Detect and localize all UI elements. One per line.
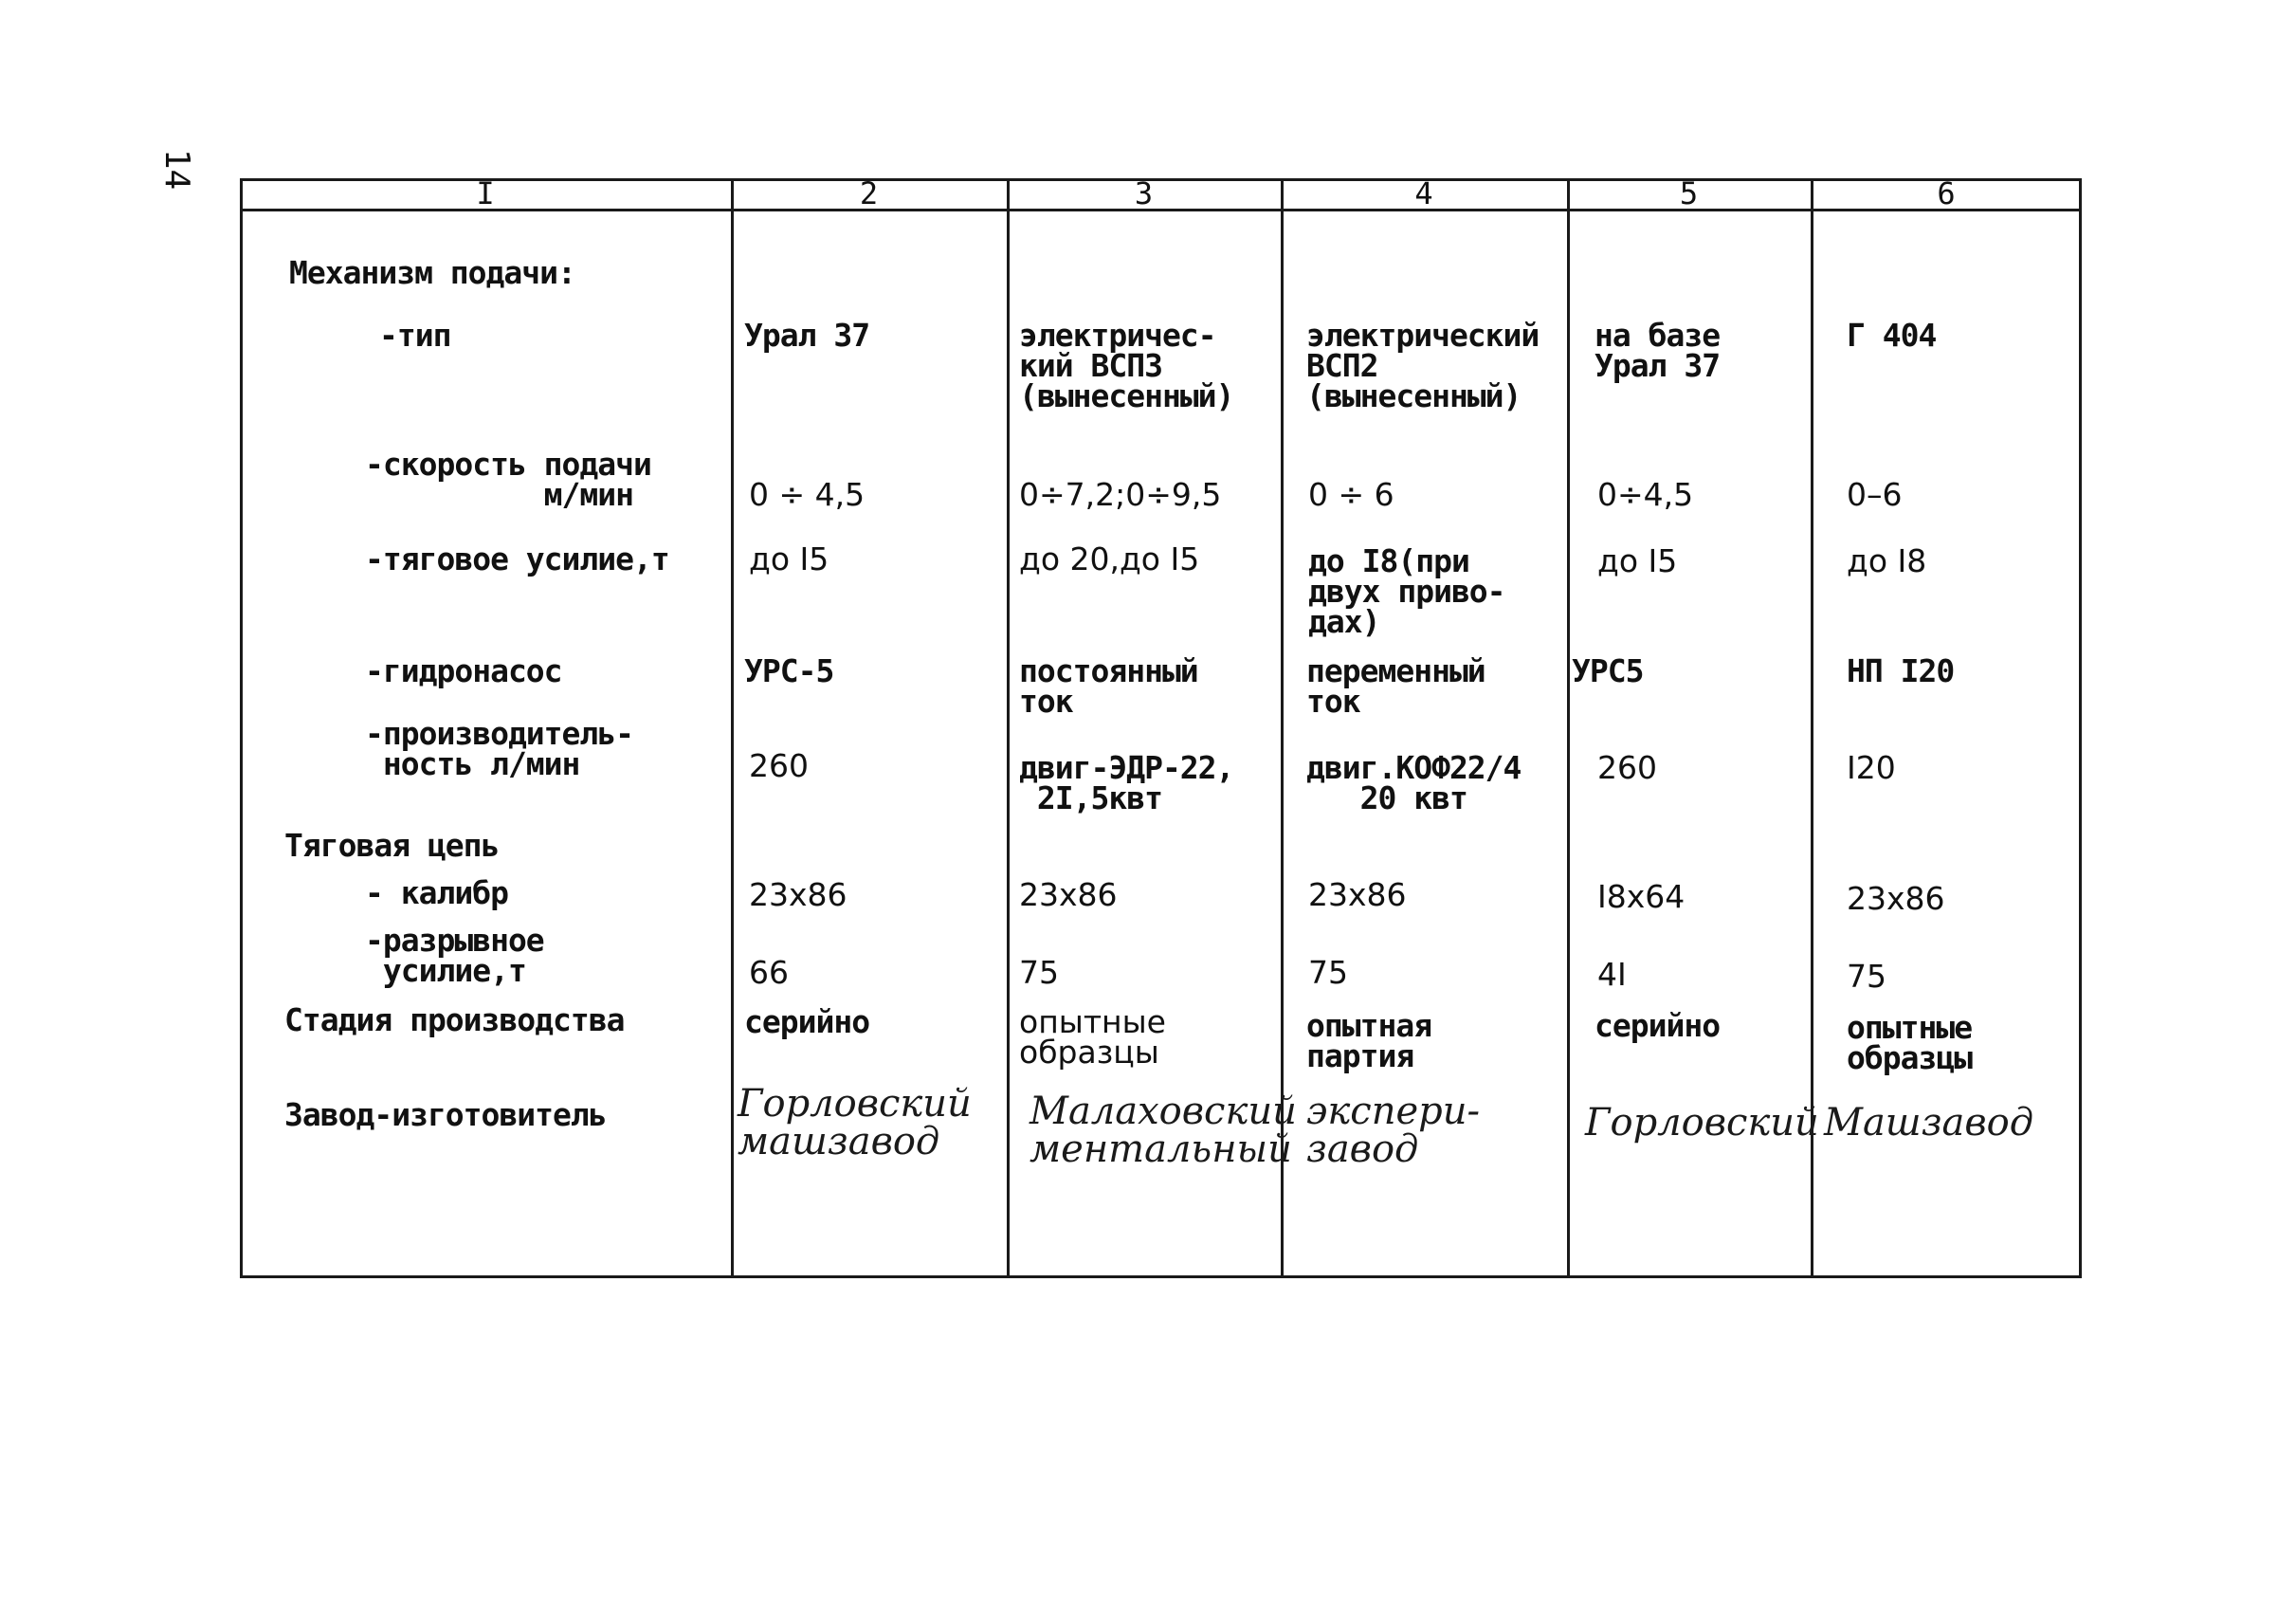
cell-pump-col3: постоянный ток: [1019, 652, 1198, 720]
section-title-chain: Тяговая цепь: [284, 827, 500, 864]
cell-type-col4: электрический ВСП2 (вынесенный): [1306, 317, 1540, 414]
cell-speed-col6: 0–6: [1847, 476, 1903, 513]
cell-capacity-col6: I20: [1847, 749, 1896, 786]
cell-break-col3: 75: [1019, 954, 1059, 991]
cell-capacity-col5: 260: [1597, 749, 1657, 786]
cell-type-col5: на базе Урал 37: [1594, 317, 1721, 384]
cell-force-col2: до I5: [749, 540, 829, 577]
cell-stage-col2: серийно: [744, 1003, 870, 1040]
row-label-force: -тяговое усилие,т: [365, 540, 669, 577]
row-label-caliber: - калибр: [365, 874, 508, 911]
cell-speed-col2: 0 ÷ 4,5: [749, 476, 866, 513]
cell-capacity-col4: двиг.КОФ22/4 20 квт: [1306, 749, 1522, 816]
cell-caliber-col5: I8x64: [1597, 878, 1686, 915]
cell-stage-col4: опытная партия: [1306, 1007, 1432, 1074]
cell-pump-col4: переменный ток: [1306, 652, 1485, 720]
cell-maker-col3: Малаховский ментальный: [1030, 1090, 1297, 1171]
row-label-stage: Стадия производства: [284, 1001, 625, 1038]
cell-speed-col4: 0 ÷ 6: [1308, 476, 1394, 513]
cell-type-col3: электричес- кий ВСПЗ (вынесенный): [1019, 317, 1234, 414]
cell-pump-col5: УРС5: [1572, 652, 1644, 689]
column-divider: [1567, 178, 1570, 1278]
cell-type-col6: Г 404: [1847, 317, 1937, 354]
row-label-break: -разрывное усилие,т: [365, 922, 544, 989]
cell-caliber-col4: 23x86: [1308, 876, 1407, 913]
section-title-mechanism: Механизм подачи:: [289, 254, 575, 291]
column-header-4: 4: [1414, 175, 1433, 211]
cell-capacity-col3: двиг-ЭДР-22, 2I,5квт: [1019, 749, 1234, 816]
page-number: 14: [157, 148, 197, 191]
row-label-speed: -скорость подачи м/мин: [365, 446, 651, 513]
cell-capacity-col2: 260: [749, 747, 809, 784]
column-header-1: I: [476, 175, 495, 211]
row-label-capacity: -производитель- ность л/мин: [365, 715, 634, 782]
cell-force-col4: до I8(при двух приво- дах): [1308, 542, 1505, 640]
cell-break-col5: 4I: [1597, 956, 1627, 993]
cell-maker-col6: Машзавод: [1824, 1101, 2034, 1145]
row-label-maker: Завод-изготовитель: [284, 1096, 607, 1133]
column-header-2: 2: [859, 175, 879, 211]
cell-maker-col2: Горловский машзавод: [738, 1082, 972, 1163]
cell-break-col6: 75: [1847, 958, 1886, 995]
row-label-type: -тип: [379, 317, 451, 354]
cell-force-col6: до I8: [1847, 542, 1927, 579]
cell-break-col4: 75: [1308, 954, 1348, 991]
cell-caliber-col2: 23x86: [749, 876, 847, 913]
cell-stage-col6: опытные образцы: [1847, 1009, 1973, 1076]
column-header-6: 6: [1937, 175, 1956, 211]
cell-break-col2: 66: [749, 954, 789, 991]
cell-pump-col2: УРС-5: [744, 652, 834, 689]
cell-force-col5: до I5: [1597, 542, 1678, 579]
cell-caliber-col6: 23x86: [1847, 880, 1945, 917]
cell-stage-col5: серийно: [1594, 1007, 1721, 1044]
column-divider: [1007, 178, 1010, 1278]
cell-force-col3: до 20,до I5: [1019, 540, 1200, 577]
cell-maker-col5: Горловский: [1585, 1101, 1819, 1145]
cell-type-col2: Урал 37: [744, 317, 870, 354]
column-header-3: 3: [1134, 175, 1154, 211]
cell-pump-col6: НП I20: [1847, 652, 1955, 689]
cell-speed-col3: 0÷7,2;0÷9,5: [1019, 476, 1222, 513]
column-header-5: 5: [1679, 175, 1699, 211]
cell-caliber-col3: 23x86: [1019, 876, 1118, 913]
column-divider: [731, 178, 734, 1278]
cell-speed-col5: 0÷4,5: [1597, 476, 1694, 513]
row-label-pump: -гидронасос: [365, 652, 562, 689]
cell-stage-col3: опытные образцы: [1019, 1003, 1166, 1071]
cell-maker-col4: экспери- завод: [1306, 1090, 1481, 1171]
